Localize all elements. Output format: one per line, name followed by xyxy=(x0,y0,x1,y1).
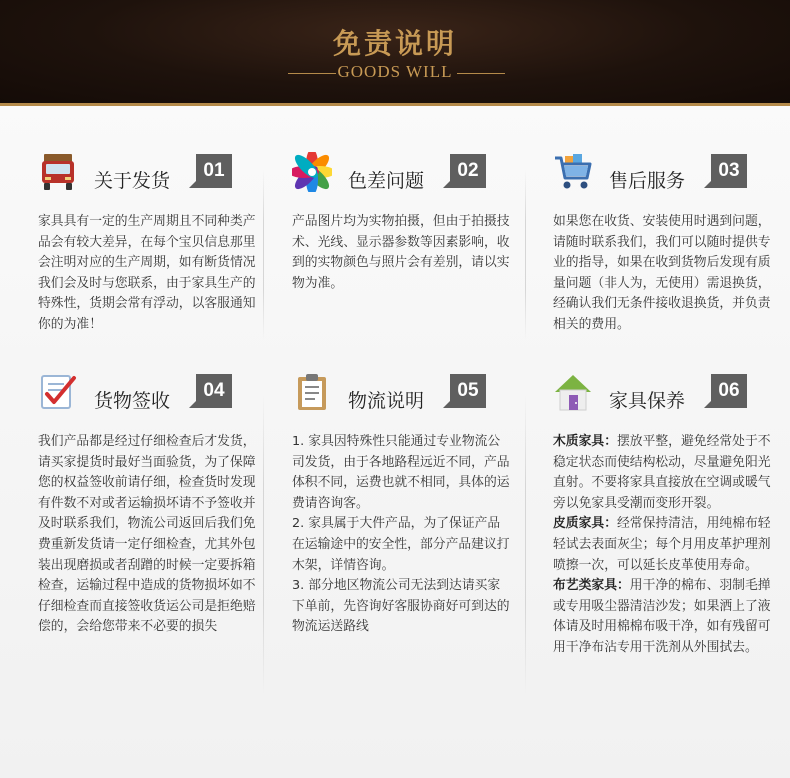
paragraph: 2. 家具属于大件产品，为了保证产品在运输途中的安全性，部分产品建议打木架，详情咨询。 xyxy=(292,516,510,573)
card-number-badge: 05 xyxy=(450,374,486,408)
card-number-badge: 04 xyxy=(196,374,232,408)
page-subtitle: GOODS WILL xyxy=(337,62,453,81)
paragraph: 家具具有一定的生产周期且不同种类产品会有较大差异，在每个宝贝信息那里会注明对应的生产周期，如有断货情况我们会及时与您联系，由于家具生产的特殊性，货期会常有浮动，以客服通知你的为准！ xyxy=(38,214,256,332)
section-label: 木质家具： xyxy=(553,434,617,449)
header-banner xyxy=(0,0,790,106)
card-number-badge: 06 xyxy=(711,374,747,408)
card-text xyxy=(553,212,773,336)
page-title: 免责说明 xyxy=(332,27,457,60)
card-title: 货物签收 xyxy=(94,390,171,412)
paragraph xyxy=(553,432,773,514)
card-after-sales xyxy=(553,152,773,336)
card-title: 色差问题 xyxy=(348,170,425,192)
column-divider xyxy=(263,170,264,340)
card-shipping xyxy=(38,152,258,336)
clipboard-icon xyxy=(292,372,332,412)
card-number-badge: 02 xyxy=(450,154,486,188)
paragraph xyxy=(553,514,773,576)
header-divider-right xyxy=(457,73,505,74)
card-text xyxy=(292,212,512,294)
delivery-truck-icon xyxy=(38,152,78,192)
shopping-cart-icon xyxy=(553,152,593,192)
color-palette-icon xyxy=(292,152,332,192)
section-text: 摆放平整，避免经常处于不稳定状态而使结构松动，尽量避免阳光直射。不要将家具直接放在空调或暖气旁以免家具受潮而变形开裂。 xyxy=(553,434,771,511)
card-text xyxy=(38,432,258,638)
card-text xyxy=(38,212,258,336)
column-divider xyxy=(525,170,526,340)
card-maintenance xyxy=(553,372,773,659)
column-divider xyxy=(525,395,526,695)
section-text: 用干净的棉布、羽制毛掸或专用吸尘器清洁沙发；如果洒上了液体请及时用棉棉布吸干净，如有残留可用干净布沾专用干洗剂从外围拭去。 xyxy=(553,578,771,655)
card-logistics xyxy=(292,372,512,638)
paragraph: 如果您在收货、安装使用时遇到问题，请随时联系我们，我们可以随时提供专业的指导，如果在收到货物后发现有质量问题（非人为，无使用）需退换货，经确认我们无条件接收退换货，并负责相关的费用。 xyxy=(553,214,771,332)
checklist-icon xyxy=(38,372,78,412)
house-icon xyxy=(553,372,593,412)
card-number-badge: 03 xyxy=(711,154,747,188)
card-title: 家具保养 xyxy=(609,390,686,412)
card-title: 售后服务 xyxy=(609,170,686,192)
card-title: 物流说明 xyxy=(348,390,425,412)
card-text xyxy=(292,432,512,638)
column-divider xyxy=(263,395,264,695)
paragraph: 我们产品都是经过仔细检查后才发货，请买家提货时最好当面验货，为了保障您的权益签收前请仔细，检查货时发现有件数不对或者运输损坏请不予签收并及时联系我们，物流公司返回后我们免费重新发货请一定仔细检查，尤其外包装出现磨损或者刮蹭的时候一定要拆箱检查，运输过程中造成的货物损坏如不仔细检查而直接签收货运公司是拒绝赔偿的，会给您带来不必要的损失 xyxy=(38,434,256,635)
section-label: 布艺类家具： xyxy=(553,578,630,594)
section-text: 经常保持清洁，用纯棉布轻轻试去表面灰尘；每个月用皮革护理剂喷擦一次，可以延长皮革使用寿命。 xyxy=(553,516,771,573)
card-color-difference xyxy=(292,152,512,294)
card-receipt xyxy=(38,372,258,638)
card-text xyxy=(553,432,773,659)
section-label: 皮质家具： xyxy=(553,516,617,532)
paragraph: 产品图片均为实物拍摄，但由于拍摄技术、光线、显示器参数等因素影响，收到的实物颜色与照片会有差别，请以实物为准。 xyxy=(292,214,510,291)
paragraph xyxy=(553,576,773,658)
paragraph: 1. 家具因特殊性只能通过专业物流公司发货，由于各地路程远近不同，产品体积不同，运费也就不相同，具体的运费请咨询客。 xyxy=(292,434,510,511)
card-title: 关于发货 xyxy=(94,170,171,192)
card-number-badge: 01 xyxy=(196,154,232,188)
paragraph: 3. 部分地区物流公司无法到达请买家下单前，先咨询好客服协商好可到达的物流运送路线 xyxy=(292,578,510,635)
